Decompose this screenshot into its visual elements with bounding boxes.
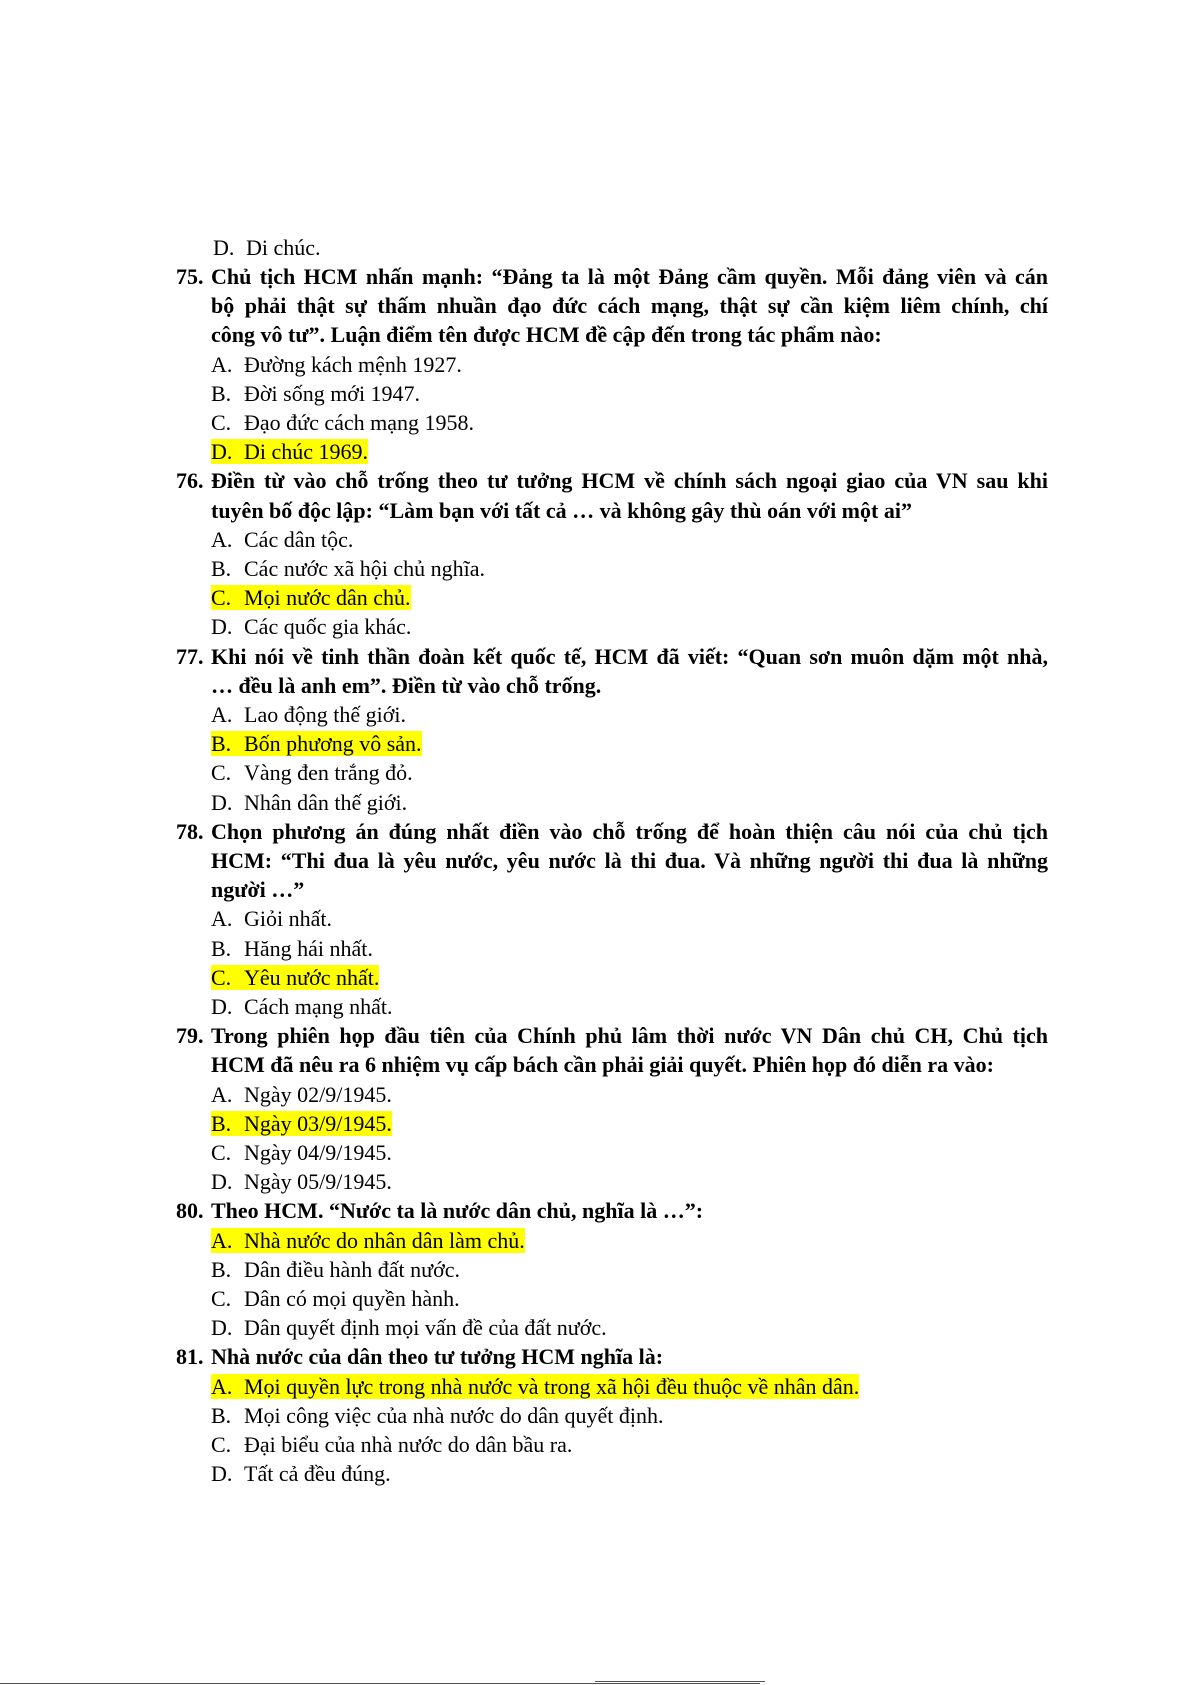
option-letter: B. (211, 731, 232, 756)
question-text: Theo HCM. “Nước ta là nước dân chủ, nghĩa là …”: (211, 1198, 704, 1223)
answer-option (211, 1256, 460, 1284)
question-number: 78. (176, 819, 204, 844)
option-letter: B. (211, 1403, 232, 1428)
option-text: Các nước xã hội chủ nghĩa. (244, 556, 486, 581)
option-text: Dân có mọi quyền hành. (244, 1286, 460, 1311)
option-text: Ngày 05/9/1945. (244, 1169, 392, 1194)
option-text: Nhà nước do nhân dân làm chủ. (244, 1228, 525, 1253)
answer-option (211, 1081, 392, 1109)
option-letter: C. (211, 760, 232, 785)
answer-option (211, 1402, 663, 1430)
question-text: Khi nói về tinh thần đoàn kết quốc tế, HCM đã viết: “Quan sơn muôn dặm một nhà, (211, 644, 1048, 669)
question-text: Trong phiên họp đầu tiên của Chính phủ lâm thời nước VN Dân chủ CH, Chủ tịch (211, 1023, 1048, 1048)
option-text: Các dân tộc. (244, 527, 354, 552)
question-number: 80. (176, 1198, 204, 1223)
option-letter: C. (211, 1432, 232, 1457)
answer-option (211, 1373, 859, 1401)
answer-option (211, 759, 413, 787)
option-text: Mọi nước dân chủ. (244, 585, 411, 610)
option-text: Ngày 03/9/1945. (244, 1111, 392, 1136)
answer-option (211, 935, 373, 963)
option-letter: D. (211, 790, 233, 815)
answer-option (211, 1431, 572, 1459)
question-text: Điền từ vào chỗ trống theo tư tưởng HCM về chính sách ngoại giao của VN sau khi (211, 468, 1048, 493)
answer-option (211, 730, 422, 758)
question-text: Chủ tịch HCM nhấn mạnh: “Đảng ta là một Đảng cầm quyền. Mỗi đảng viên và cán (211, 264, 1048, 289)
question-text: HCM đã nêu ra 6 nhiệm vụ cấp bách cần phải giải quyết. Phiên họp đó diễn ra vào: (211, 1052, 994, 1077)
option-letter: A. (211, 1374, 233, 1399)
lead-option (213, 234, 321, 262)
option-text: Ngày 02/9/1945. (244, 1082, 392, 1107)
option-text: Ngày 04/9/1945. (244, 1140, 392, 1165)
option-text: Dân quyết định mọi vấn đề của đất nước. (244, 1315, 607, 1340)
option-letter: A. (211, 1228, 233, 1253)
option-text: Giỏi nhất. (244, 906, 332, 931)
question-text: tuyên bố độc lập: “Làm bạn với tất cả … và không gây thù oán với một ai” (211, 498, 912, 523)
answer-option (211, 526, 353, 554)
question-text: người …” (211, 877, 305, 902)
question-number: 75. (176, 264, 204, 289)
answer-content (211, 702, 406, 727)
option-letter: D. (211, 994, 233, 1019)
option-letter: C. (211, 1140, 232, 1165)
option-text: Hăng hái nhất. (244, 936, 373, 961)
option-letter: A. (211, 906, 233, 931)
option-letter: D. (213, 235, 235, 260)
question-line (211, 1051, 994, 1079)
question-text: Chọn phương án đúng nhất điền vào chỗ trống để hoàn thiện câu nói của chủ tịch (211, 819, 1048, 844)
correct-answer-highlight (211, 439, 368, 464)
answer-content (211, 381, 420, 406)
question-number: 76. (176, 468, 204, 493)
question-line (211, 672, 601, 700)
answer-option (211, 1460, 391, 1488)
answer-content (211, 1082, 392, 1107)
question-line-first (176, 1343, 663, 1371)
answer-option (211, 409, 474, 437)
answer-content (211, 1461, 391, 1486)
answer-option (211, 613, 411, 641)
correct-answer-highlight (211, 965, 379, 990)
option-text: Lao động thế giới. (244, 702, 406, 727)
answer-option (211, 1285, 460, 1313)
answer-content (211, 1315, 607, 1340)
answer-content (211, 410, 474, 435)
option-text: Yêu nước nhất. (244, 965, 380, 990)
answer-content (211, 790, 407, 815)
answer-option (211, 993, 392, 1021)
answer-option (211, 438, 368, 466)
option-text: Tất cả đều đúng. (244, 1461, 391, 1486)
option-letter: B. (211, 1257, 232, 1282)
question-text: công vô tư”. Luận điểm tên được HCM đề cập đến trong tác phẩm nào: (211, 322, 882, 347)
answer-content (211, 760, 413, 785)
answer-content (211, 1403, 663, 1428)
answer-option (211, 1110, 392, 1138)
correct-answer-highlight (211, 731, 422, 756)
correct-answer-highlight (211, 585, 411, 610)
answer-content (211, 1286, 460, 1311)
correct-answer-highlight (211, 1228, 525, 1253)
question-line (211, 292, 1048, 320)
option-letter: C. (211, 1286, 232, 1311)
question-number: 77. (176, 644, 204, 669)
option-text: Đại biểu của nhà nước do dân bầu ra. (244, 1432, 573, 1457)
answer-content (211, 1257, 460, 1282)
answer-option (211, 701, 406, 729)
option-text: Nhân dân thế giới. (244, 790, 408, 815)
answer-option (211, 964, 379, 992)
option-letter: B. (211, 1111, 232, 1136)
question-line-first (176, 467, 1048, 495)
footer-rule-secondary (595, 1681, 765, 1682)
answer-option (211, 1139, 392, 1167)
answer-option (211, 351, 462, 379)
option-text: Mọi quyền lực trong nhà nước và trong xã hội đều thuộc về nhân dân. (244, 1374, 860, 1399)
question-number: 79. (176, 1023, 204, 1048)
question-line (211, 321, 882, 349)
option-letter: A. (211, 1082, 233, 1107)
answer-content (211, 527, 353, 552)
question-line-first (176, 818, 1048, 846)
answer-content (211, 1169, 392, 1194)
option-text: Cách mạng nhất. (244, 994, 393, 1019)
option-text: Mọi công việc của nhà nước do dân quyết định. (244, 1403, 664, 1428)
option-letter: D. (211, 1461, 233, 1486)
option-letter: C. (211, 410, 232, 435)
option-text: Bốn phương vô sản. (244, 731, 422, 756)
option-text: Các quốc gia khác. (244, 614, 412, 639)
question-number: 81. (176, 1344, 204, 1369)
option-letter: C. (211, 585, 232, 610)
answer-content (211, 352, 462, 377)
option-text: Di chúc 1969. (244, 439, 369, 464)
answer-content (211, 1432, 572, 1457)
question-line-first (176, 263, 1048, 291)
option-letter: D. (211, 1169, 233, 1194)
answer-content (211, 1140, 392, 1165)
question-text: … đều là anh em”. Điền từ vào chỗ trống. (211, 673, 602, 698)
option-text: Đời sống mới 1947. (244, 381, 421, 406)
question-line (211, 497, 912, 525)
question-line-first (176, 1022, 1048, 1050)
answer-option (211, 1227, 525, 1255)
option-text: Đạo đức cách mạng 1958. (244, 410, 475, 435)
answer-content (211, 936, 373, 961)
question-line-first (176, 1197, 703, 1225)
option-letter: B. (211, 556, 232, 581)
answer-content (211, 906, 332, 931)
answer-content (211, 614, 411, 639)
option-letter: D. (211, 1315, 233, 1340)
option-text: Di chúc. (246, 235, 321, 260)
option-text: Đường kách mệnh 1927. (244, 352, 462, 377)
option-letter: C. (211, 965, 232, 990)
answer-content (211, 556, 485, 581)
question-line (211, 847, 1048, 875)
answer-option (211, 789, 407, 817)
option-letter: A. (211, 352, 233, 377)
option-letter: A. (211, 702, 233, 727)
answer-option (211, 1168, 392, 1196)
option-letter: A. (211, 527, 233, 552)
footer-rule (0, 1683, 760, 1684)
option-text: Vàng đen trắng đỏ. (244, 760, 413, 785)
option-letter: D. (211, 614, 233, 639)
question-text: Nhà nước của dân theo tư tưởng HCM nghĩa là: (211, 1344, 664, 1369)
option-letter: B. (211, 381, 232, 406)
question-line-first (176, 643, 1048, 671)
answer-option (211, 555, 485, 583)
option-letter: D. (211, 439, 233, 464)
option-letter: B. (211, 936, 232, 961)
question-text: HCM: “Thi đua là yêu nước, yêu nước là thi đua. Và những người thi đua là những (211, 848, 1048, 873)
answer-option (211, 380, 420, 408)
question-text: bộ phải thật sự thấm nhuần đạo đức cách mạng, thật sự cần kiệm liêm chính, chí (211, 293, 1048, 318)
correct-answer-highlight (211, 1374, 859, 1399)
answer-option (211, 584, 411, 612)
answer-option (211, 1314, 607, 1342)
correct-answer-highlight (211, 1111, 392, 1136)
option-text: Dân điều hành đất nước. (244, 1257, 460, 1282)
answer-option (211, 905, 332, 933)
answer-content (211, 994, 392, 1019)
question-line (211, 876, 304, 904)
